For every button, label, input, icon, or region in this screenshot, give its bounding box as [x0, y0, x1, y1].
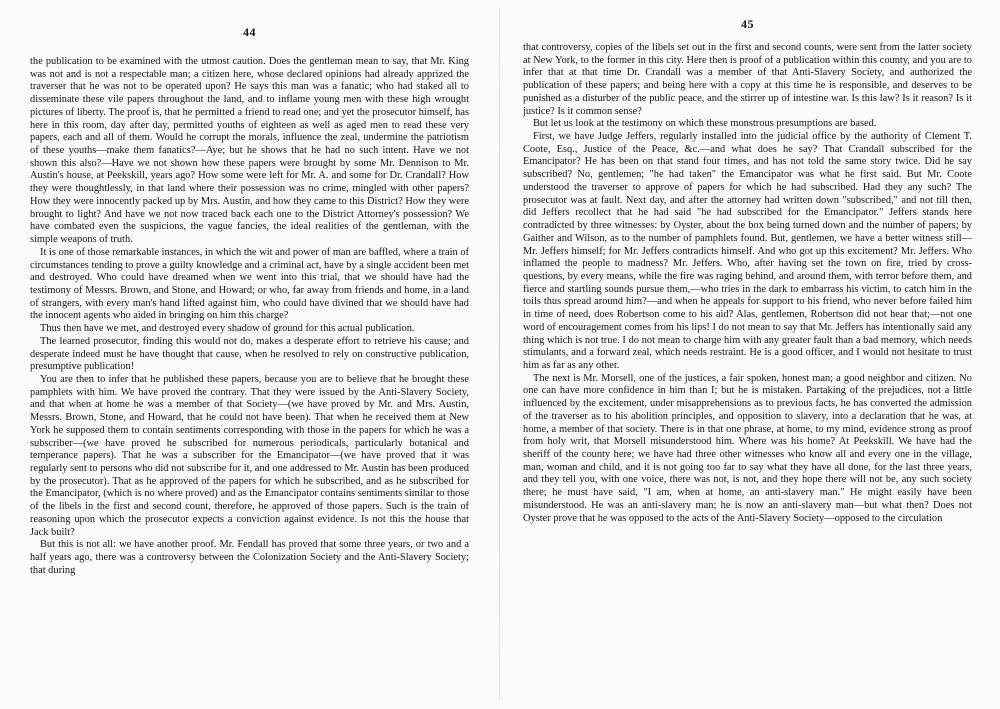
paragraph: The next is Mr. Morsell, one of the justices, a fair spoken, honest man; a good neighbor and citizen. No one can have more confidence in him than I; but he is mistaken. Partaking of the prejudices, not a little influenced by the excitement, under misapprehensions as to previous facts, he has converted the admission of the traverser as to his abolition principles, and opposition to slavery, into a declaration that he was, at home, a member of that society. There is in that one phrase, at home, to my mind, evidence strong as proof from holy writ, that Morsell misunderstood him. Where was his home? At Peekskill. We have had the sheriff of the county here; we have had three other witnesses who know all and every one in the village, man, woman and child, and it is not going too far to say what they have all done, for the last three years, and they tell you, with one voice, there was not, is not, and they hope there will not be, any such society there; he must have said, "I am, when at home, an anti-slavery man." He might easily have been misunderstood. He was an anti-slavery man; he is now an anti-slavery man—but what then? Does not Oyster prove that he was opposed to the acts of the Anti-Slavery Society—opposed to the circulation [523, 372, 972, 524]
paragraph: It is one of those remarkable instances, in which the wit and power of man are baffled, where a train of circumstances tending to prove a guilty knowledge and a criminal act, have by a single accident been met and destroyed. Who could have dreamed when we went into this trial, that we should have had the testimony of Messrs. Brown, and Stone, and Howard; or who, far away from friends and home, in a land of strangers, with every man's hand lifted against him, who could have divined that we should have had the innocent agents who aided in bringing on him this charge? [30, 246, 469, 322]
page-number: 44 [243, 25, 256, 39]
paragraph: But this is not all: we have another proof. Mr. Fendall has proved that some three years, or two and a half years ago, there was a controversy between the Colonization Society and the Anti-Slavery Society; that during [30, 539, 469, 576]
paragraph: But let us look at the testimony on which these monstrous presumptions are based. [533, 118, 877, 130]
left-page [0, 0, 499, 709]
right-page [501, 0, 1000, 709]
paragraph: Thus then have we met, and destroyed every shadow of ground for this actual publication. [40, 323, 415, 335]
paragraph: the publication to be examined with the utmost caution. Does the gentleman mean to say, that Mr. King was not and is not a respectable man; a citizen here, whose declared opinions had already apprized the traverser that he was not to be operated upon? He says this man was a fanatic; who had staked all to disseminate these vile papers throughout the land, and to inflame young men with these high wrought pictures of liberty. The proof is, that he permitted a friend to read one; and yet the prosecutor himself, has here in this room, day after day, permitted youths of eighteen as well as aged men to read these very papers, each and all of them. Would he corrupt the morals, influence the zeal, undermine the patriotism of these youths—make them fanatics?—Aye; but he shows that he had no such intent. Have we not shown this also?—Have we not shown how these papers were brought by some Mr. Dennison to Mr. Austin's house, at Peekskill, years ago? How some were left for Mr. A. and some for Dr. Crandall? How they were thoughtlessly, in that land where their possession was no crime, mingled with other papers? How they were innocently packed up by Mrs. Austin, and how they came to this District? How they were brought to light? And have we not now traced back each one to the District Attorney's possession? We have combated even the suspicions, the vague fancies, the ideal realities of the gentleman, with the simple weapons of truth. [30, 56, 469, 246]
paragraph: You are then to infer that he published these papers, because you are to believe that he brought these pamphlets with him. We have proved the contrary. That they were issued by the Anti-Slavery Society, and that when at home he was a member of that Society—(we have proved by Mr. and Mrs. Austin, Messrs. Brown, Stone, and Howard, that he could not have been). That when he received them at New York he supposed them to contain sentiments corresponding with those in the papers for which he was a subscriber—(we have proved he subscribed for numerous periodicals, particularly botanical and temperance papers). That he was a subscriber for the Emancipator—(we have proved that it was regularly sent to persons who did not subscribe for it, and one addressed to Mr. Austin has been produced by the prosecutor). That as he approved of the papers for which he subscribed, and as he subscribed for the Emancipator, (which is no where proved) and as the Emancipator contains sentiments similar to those of the libels in the first and second count, therefore, he approved of those papers. Such is the train of reasoning upon which the prosecutor expects a conviction against evidence. Is not this the house that Jack built? [30, 373, 469, 538]
paragraph: First, we have Judge Jeffers, regularly installed into the judicial office by the authority of Clement T. Coote, Esq., Justice of the Peace, &c.—and what does he say? That Crandall subscribed for the Emancipator? He has been on that stand four times, and has not told the same story twice. Did he say subscribed? No, gentlemen; "he had taken" the Emancipator was what he first said. But Mr. Coote understood the traverser to approve of papers for which he had subscribed. Had they any such? The prosecutor was at fault. Next day, and after the attorney had written down "subscribed," and not till then, did Jeffers recollect that he had said "he had subscribed for the Emancipator." Jeffers stands here contradicted by three witnesses: by Oyster, about the box being turned down and the number of papers; by Gaither and Wilson, as to the number of pamphlets found. But, gentlemen, we have a better witness still—Mr. Jeffers himself; for Mr. Jeffers contradicts himself. And who got up this excitement? Mr. Jeffers. Who inflamed the people to madness? Mr. Jeffers. Who, after having set the town on fire, tried by cross-questions, by every means, while the fire was raging behind, and around them, with terror before them, and fierce and startling sounds pursue them,—who tries in the dark to embarrass his victim, to catch him in the toils thus spread around him?—and when he appeals for support to his friend, who never before failed him in time of need, does Robertson come to his aid? Alas, gentlemen, Robertson did not hear that;—not one word of encouragement comes from his lips! I do not mean to say that Mr. Jeffers has intentionally said any thing which is not true. I do not mean to charge him with any greater fault than a bad memory, which needs stimulants, and a forward zeal, which needs restraint. He is a good officer, and I would not hesitate to trust him as far as any other. [523, 131, 972, 371]
paragraph: The learned prosecutor, finding this would not do, makes a desperate effort to retrieve his cause; and desperate indeed must he have thought that cause, when he resolved to rely on constructive publication, presumptive publication! [30, 335, 469, 373]
paragraph: that controversy, copies of the libels set out in the first and second counts, were sent from the latter society at New York, to the former in this city. Here then is proof of a publication within this county, and you are to infer that at that time Dr. Crandall was a member of that Anti-Slavery Society, and authorized the publication of these papers; and being here with a copy at this time he is responsible, and deserves to be punished as a disturber of the public peace, and the stirrer up of intestine war. Is this law? Is it reason? Is it justice? Is it common sense? [523, 42, 972, 117]
page-gutter [499, 8, 500, 700]
page-number: 45 [741, 17, 754, 31]
